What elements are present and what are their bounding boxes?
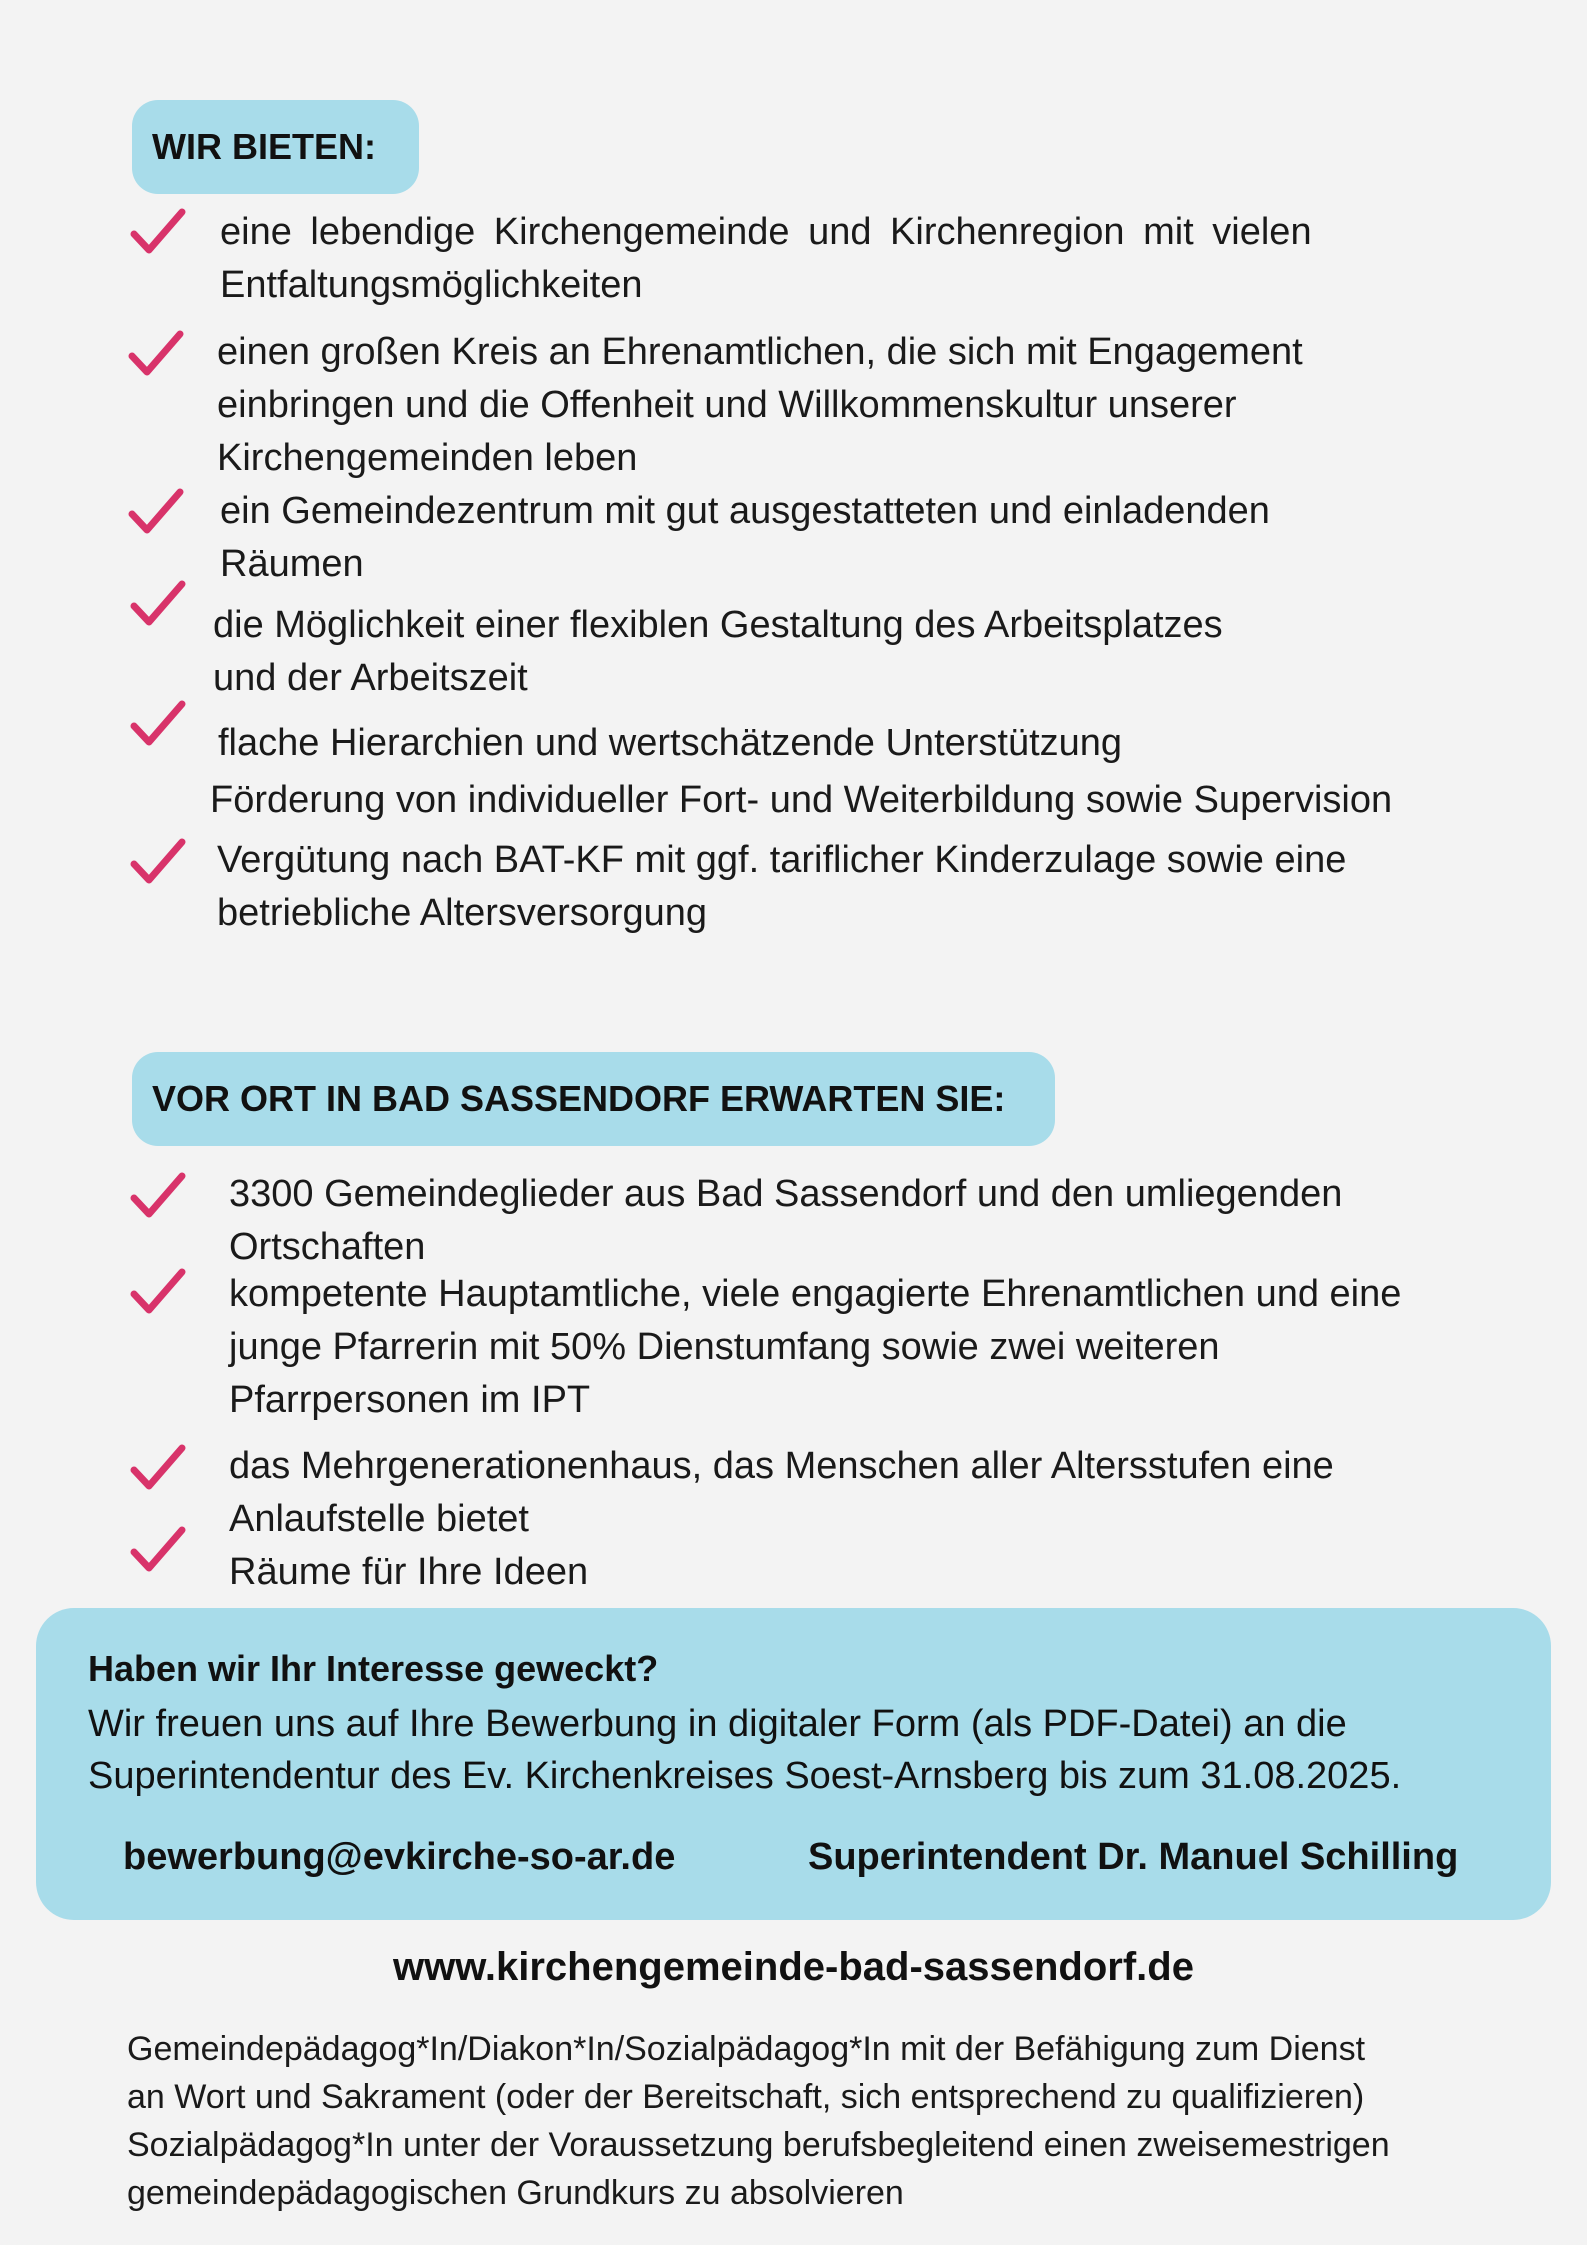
- check-icon: [130, 700, 186, 748]
- signatory-name: Superintendent Dr. Manuel Schilling: [808, 1836, 1459, 1878]
- check-icon: [130, 838, 186, 886]
- list-item: Vergütung nach BAT-KF mit ggf. tariflicher Kinderzulage sowie eine betriebliche Altersversorgung: [217, 839, 1347, 934]
- check-icon: [130, 580, 186, 628]
- list-item: das Mehrgenerationenhaus, das Menschen aller Altersstufen eine Anlaufstelle bietet: [229, 1445, 1334, 1540]
- check-icon: [128, 330, 184, 378]
- footnote: Gemeindepädagog*In/Diakon*In/Sozialpädagog*In mit der Befähigung zum Dienst an Wort und Sakrament (oder der Bereitschaft, sich entsprechend zu qualifizieren) Sozialpädagog*In unter der Voraussetzung berufsbegleitend einen zweisemestrigen gemeindepädagogischen Grundkurs zu absolvieren: [127, 2030, 1390, 2212]
- list-item: kompetente Hauptamtliche, viele engagierte Ehrenamtlichen und eine junge Pfarrerin mit 50% Dienstumfang sowie zwei weiteren Pfarrpersonen im IPT: [229, 1273, 1402, 1421]
- list-item: die Möglichkeit einer flexiblen Gestaltung des Arbeitsplatzes und der Arbeitszeit: [213, 604, 1223, 699]
- section-heading-wir-bieten: [132, 100, 419, 194]
- check-icon: [130, 208, 186, 256]
- contact-question: Haben wir Ihr Interesse geweckt?: [88, 1648, 659, 1689]
- check-icon: [130, 1444, 186, 1492]
- contact-text: Wir freuen uns auf Ihre Bewerbung in digitaler Form (als PDF-Datei) an die Superintendentur des Ev. Kirchenkreises Soest-Arnsberg bis zum 31.08.2025.: [88, 1703, 1402, 1797]
- check-icon: [130, 1172, 186, 1220]
- list-item: eine lebendige Kirchengemeinde und Kirchenregion mit vielen Entfaltungsmöglichkeiten: [220, 211, 1312, 306]
- email-link[interactable]: bewerbung@evkirche-so-ar.de: [123, 1836, 676, 1878]
- section-heading-text: VOR ORT IN BAD SASSENDORF ERWARTEN SIE:: [152, 1078, 1006, 1119]
- contact-box: [36, 1608, 1551, 1920]
- check-icon: [130, 1526, 186, 1574]
- section-heading-text: WIR BIETEN:: [152, 126, 376, 167]
- list-item: flache Hierarchien und wertschätzende Unterstützung: [218, 722, 1123, 764]
- list-item: Räume für Ihre Ideen: [229, 1551, 589, 1593]
- list-item: einen großen Kreis an Ehrenamtlichen, die sich mit Engagement einbringen und die Offenheit und Willkommenskultur unserer Kirchengemeinden leben: [217, 331, 1303, 479]
- section-heading-vor-ort: [132, 1052, 1055, 1146]
- website-link[interactable]: www.kirchengemeinde-bad-sassendorf.de: [393, 1945, 1194, 1989]
- list-item: ein Gemeindezentrum mit gut ausgestatteten und einladenden Räumen: [220, 490, 1270, 585]
- list-item: Förderung von individueller Fort- und Weiterbildung sowie Supervision: [210, 779, 1393, 821]
- check-icon: [130, 1268, 186, 1316]
- list-item: 3300 Gemeindeglieder aus Bad Sassendorf und den umliegenden Ortschaften: [229, 1173, 1343, 1268]
- check-icon: [128, 488, 184, 536]
